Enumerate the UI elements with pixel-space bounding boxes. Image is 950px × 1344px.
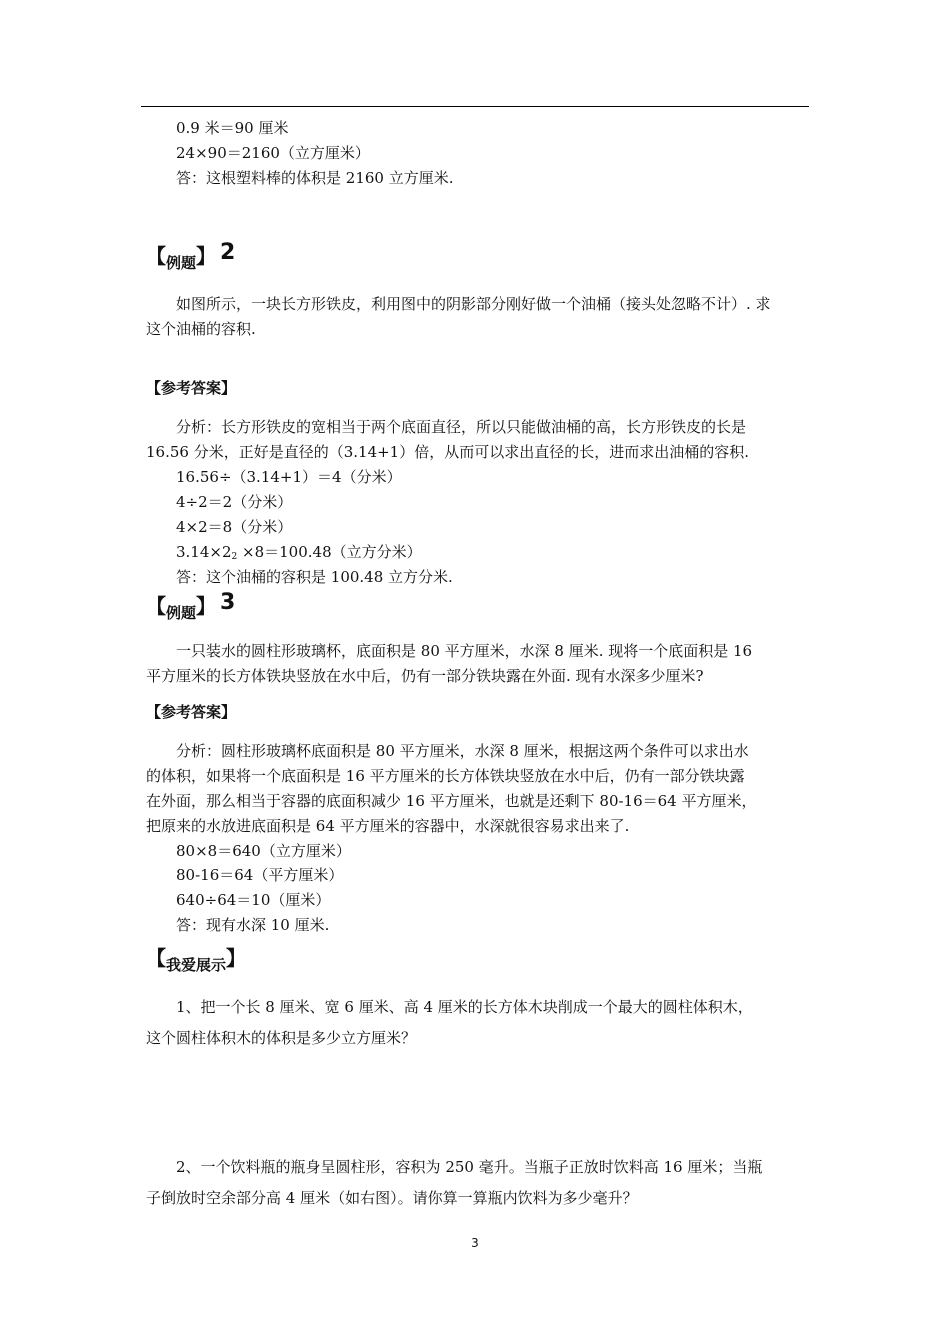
text-line: 24×90＝2160（立方厘米） [176, 144, 370, 162]
answer-3-conclusion: 答：现有水深 10 厘米. [176, 916, 330, 934]
question-1: 1、把一个长 8 厘米、宽 6 厘米、高 4 厘米的长方体木块削成一个最大的圆柱体积木， [176, 998, 753, 1016]
page-number: 3 [471, 1236, 479, 1250]
answer-3-calc: 80-16＝64（平方厘米） [176, 866, 344, 884]
answer-2-conclusion: 答：这个油桶的容积是 100.48 立方分米. [176, 568, 453, 586]
answer-2-calc: $3.14\times 2_2 \times 8=100.48$（立方分米） [176, 543, 422, 562]
example-3-text: 平方厘米的长方体铁块竖放在水中后，仍有一部分铁块露在外面. 现有水深多少厘米? [146, 667, 704, 685]
answer-3-text: 分析：圆柱形玻璃杯底面积是 80 平方厘米，水深 8 厘米，根据这两个条件可以求出水 [176, 742, 749, 760]
question-1: 这个圆柱体积木的体积是多少立方厘米？ [146, 1029, 417, 1047]
question-2: 子倒放时空余部分高 4 厘米（如右图）。请你算一算瓶内饮料为多少毫升？ [146, 1189, 638, 1207]
answer-2-heading: 【参考答案】 [146, 379, 237, 397]
answer-2-text: 16.56 分米，正好是直径的（3.14+1）倍，从而可以求出直径的长，进而求出油桶的容积. [146, 443, 749, 461]
answer-3-calc: 640÷64＝10（厘米） [176, 891, 331, 909]
answer-2-calc: 4×2＝8（分米） [176, 518, 293, 536]
answer-3-text: 在外面，那么相当于容器的底面积减少 16 平方厘米，也就是还剩下 80-16＝64 平方厘米， [146, 792, 757, 810]
answer-3-heading: 【参考答案】 [146, 703, 237, 721]
question-2: 2、一个饮料瓶的瓶身呈圆柱形，容积为 250 毫升。当瓶子正放时饮料高 16 厘米；当瓶 [176, 1158, 763, 1176]
text-line: 答：这根塑料棒的体积是 2160 立方厘米. [176, 169, 454, 187]
header-rule [141, 106, 809, 107]
example-3-heading: 【例题】 3 [146, 590, 236, 622]
answer-2-calc: 16.56÷（3.14+1）＝4（分米） [176, 468, 402, 486]
text-line: 0.9 米＝90 厘米 [176, 119, 289, 137]
answer-2-calc: 4÷2＝2（分米） [176, 493, 293, 511]
answer-3-text: 把原来的水放进底面积是 64 平方厘米的容器中，水深就很容易求出来了. [146, 817, 630, 835]
answer-3-text: 的体积，如果将一个底面积是 16 平方厘米的长方体铁块竖放在水中后，仍有一部分铁块露 [146, 767, 745, 785]
example-2-text: 如图所示，一块长方形铁皮，利用图中的阴影部分刚好做一个油桶（接头处忽略不计）. 求 [176, 295, 771, 313]
answer-3-calc: 80×8＝640（立方厘米） [176, 842, 351, 860]
example-2-text: 这个油桶的容积. [146, 320, 256, 338]
example-2-heading: 【例题】 2 [146, 240, 236, 272]
showcase-heading: 【我爱展示】 [146, 946, 247, 974]
example-3-text: 一只装水的圆柱形玻璃杯，底面积是 80 平方厘米，水深 8 厘米. 现将一个底面积是 16 [176, 642, 753, 660]
answer-2-text: 分析：长方形铁皮的宽相当于两个底面直径，所以只能做油桶的高，长方形铁皮的长是 [176, 418, 747, 436]
